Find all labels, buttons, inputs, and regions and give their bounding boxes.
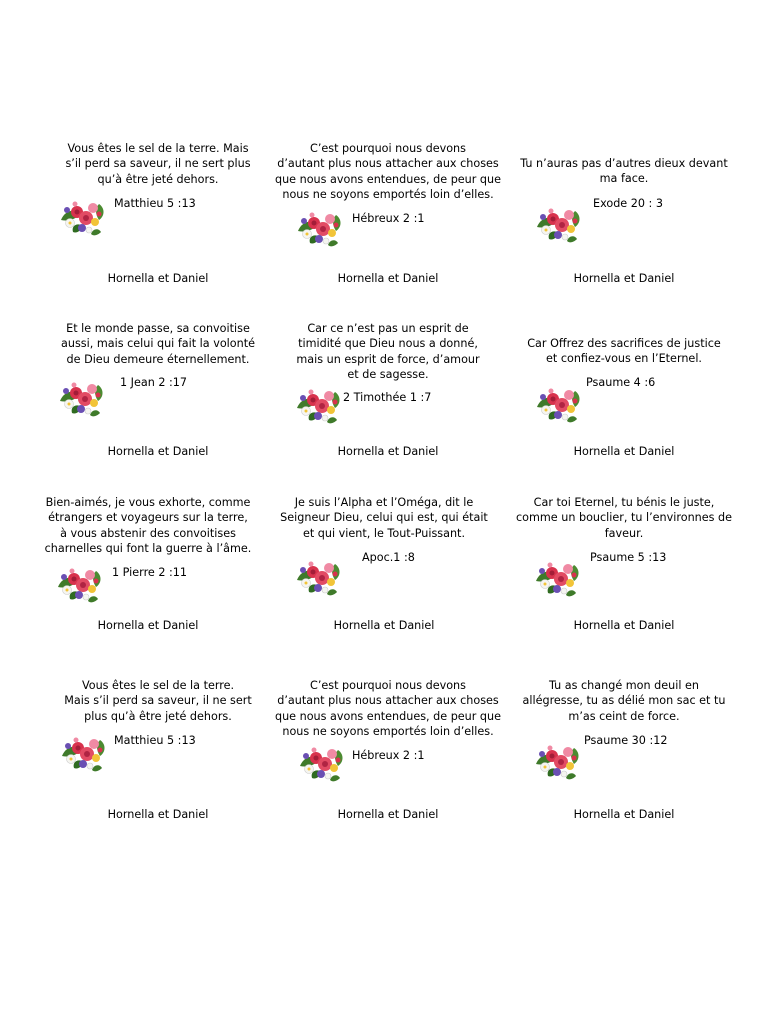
verse-reference: 2 Timothée 1 :7 [343, 391, 432, 404]
verse-text: Je suis l’Alpha et l’Oméga, dit le Seigneur Dieu, celui qui est, qui était et qui vient, le Tout-Puissant. [280, 496, 488, 540]
signature: Hornella et Daniel [337, 272, 439, 285]
signature: Hornella et Daniel [573, 272, 675, 285]
verse-reference: Psaume 30 :12 [584, 734, 668, 747]
verse-reference: Psaume 5 :13 [590, 551, 667, 564]
flower-bouquet-icon [55, 192, 107, 238]
flower-bouquet-icon [52, 559, 104, 605]
verse-text: C’est pourquoi nous devons d’autant plus nous attacher aux choses que nous avons entendues, de peur que nous ne soyons emportés loin d’elles. [274, 679, 502, 738]
verse-text: Car toi Eternel, tu bénis le juste, comme un bouclier, tu l’environnes de faveur. [516, 496, 732, 540]
signature: Hornella et Daniel [337, 808, 439, 821]
verse-reference: Matthieu 5 :13 [114, 197, 196, 210]
verse-reference: 1 Jean 2 :17 [120, 376, 188, 389]
verse-reference: Matthieu 5 :13 [114, 734, 196, 747]
verse-text: Car Offrez des sacrifices de justice et confiez-vous en l’Eternel. [527, 337, 721, 366]
flower-bouquet-icon [530, 553, 582, 599]
flower-bouquet-icon [56, 728, 108, 774]
flower-bouquet-icon [292, 203, 344, 249]
verse-reference: Hébreux 2 :1 [352, 212, 425, 225]
verse-reference: Hébreux 2 :1 [352, 749, 425, 762]
verse-reference: Exode 20 : 3 [593, 197, 663, 210]
signature: Hornella et Daniel [107, 808, 209, 821]
verse-text: Tu n’auras pas d’autres dieux devant ma face. [520, 157, 728, 186]
verse-text: Vous êtes le sel de la terre. Mais s’il perd sa saveur, il ne sert plus qu’à être jeté dehors. [64, 679, 252, 723]
verse-text: C’est pourquoi nous devons d’autant plus nous attacher aux choses que nous avons entendues, de peur que nous ne soyons emportés loin d’elles. [274, 142, 502, 201]
signature: Hornella et Daniel [573, 445, 675, 458]
flower-bouquet-icon [54, 373, 106, 419]
flower-bouquet-icon [531, 199, 583, 245]
flower-bouquet-icon [531, 379, 583, 425]
verse-text: Tu as changé mon deuil en allégresse, tu as délié mon sac et tu m’as ceint de force. [522, 679, 726, 723]
verse-reference: Psaume 4 :6 [586, 376, 656, 389]
flower-bouquet-icon [294, 738, 346, 784]
flower-bouquet-icon [291, 380, 343, 426]
signature: Hornella et Daniel [337, 445, 439, 458]
signature: Hornella et Daniel [97, 619, 199, 632]
signature: Hornella et Daniel [107, 445, 209, 458]
verse-reference: Apoc.1 :8 [362, 551, 415, 564]
flower-bouquet-icon [530, 736, 582, 782]
signature: Hornella et Daniel [573, 808, 675, 821]
signature: Hornella et Daniel [573, 619, 675, 632]
verse-text: Bien-aimés, je vous exhorte, comme étrangers et voyageurs sur la terre, à vous abstenir des convoitises charnelles qui font la guerre à l’âme. [44, 496, 252, 555]
verse-text: Et le monde passe, sa convoitise aussi, mais celui qui fait la volonté de Dieu demeure éternellement. [61, 322, 255, 366]
flower-bouquet-icon [291, 552, 343, 598]
signature: Hornella et Daniel [107, 272, 209, 285]
verse-text: Car ce n’est pas un esprit de timidité que Dieu nous a donné, mais un esprit de force, d’amour et de sagesse. [296, 322, 480, 381]
verse-text: Vous êtes le sel de la terre. Mais s’il perd sa saveur, il ne sert plus qu’à être jeté dehors. [65, 142, 251, 186]
signature: Hornella et Daniel [333, 619, 435, 632]
verse-reference: 1 Pierre 2 :11 [112, 566, 188, 579]
